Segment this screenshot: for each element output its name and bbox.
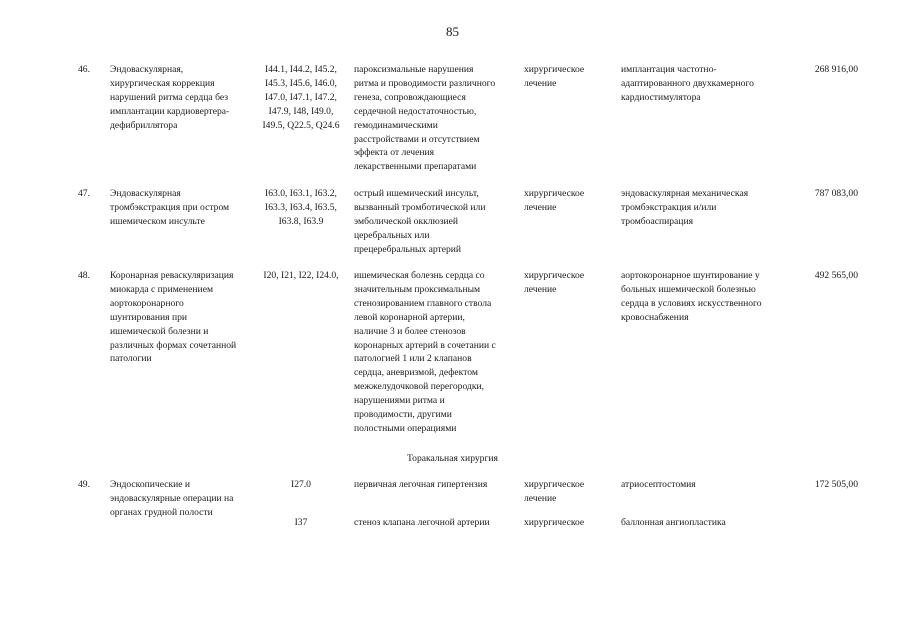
procedure-name: Коронарная реваскуляризация миокарда с применением аортокоронарного шунтирования при ишемической болезни и различных формах сочетанной патологии — [110, 270, 237, 365]
patient-model: стеноз клапана легочной артерии — [354, 517, 490, 528]
icd-codes: I63.0, I63.1, I63.2, I63.3, I63.4, I63.5, I63.8, I63.9 — [265, 188, 337, 227]
row-number: 47. — [78, 188, 90, 199]
procedure-name: Эндоваскулярная, хирургическая коррекция нарушений ритма сердца без имплантации кардиовертера- дефибриллятора — [110, 64, 230, 131]
treatment-type: хирургическое лечение — [524, 64, 585, 89]
row-number: 46. — [78, 64, 90, 75]
section-heading: Торакальная хирургия — [407, 453, 498, 464]
icd-codes: I37 — [294, 517, 308, 528]
page-number: 85 — [446, 24, 459, 39]
price: 492 565,00 — [814, 270, 858, 281]
icd-codes: I20, I21, I22, I24.0, — [263, 270, 339, 281]
patient-model: пароксизмальные нарушения ритма и проводимости различного генеза, сопровождающиеся сердечной недостаточностью, гемодинамическими расстройствами и отсутствием эффекта от лечения лекарственными препаратами — [354, 64, 496, 173]
treatment-type: хирургическое лечение — [524, 270, 585, 295]
patient-model: острый ишемический инсульт, вызванный тромботической или эмболической окклюзией церебральных или прецеребральных артерий — [354, 188, 486, 255]
patient-model: первичная легочная гипертензия — [354, 479, 488, 490]
treatment-method: аортокоронарное шунтирование у больных ишемической болезнью сердца в условиях искусственного кровоснабжения — [621, 270, 762, 323]
price: 787 083,00 — [814, 188, 858, 199]
price: 172 505,00 — [814, 479, 858, 490]
treatment-type: хирургическое — [524, 517, 585, 528]
procedure-name: Эндоваскулярная тромбэкстракция при остром ишемическом инсульте — [110, 188, 230, 227]
treatment-method: имплантация частотно- адаптированного двухкамерного кардиостимулятора — [621, 64, 754, 103]
treatment-type: хирургическое лечение — [524, 188, 585, 213]
patient-model: ишемическая болезнь сердца со значительным проксимальным стенозированием главного ствола левой коронарной артерии, наличие 3 и более стенозов коронарных артерий в сочетании с патологией 1 или 2 клапанов сердца, аневризмой, дефектом межжелудочковой перегородки, нарушениями ритма и проводимости, другими полостными операциями — [354, 270, 496, 434]
procedure-name: Эндоскопические и эндоваскулярные операции на органах грудной полости — [110, 479, 234, 518]
treatment-method: атриосептостомия — [621, 479, 696, 490]
treatment-method: эндоваскулярная механическая тромбэкстракция и/или тромбоаспирация — [621, 188, 749, 227]
treatment-type: хирургическое лечение — [524, 479, 585, 504]
row-number: 49. — [78, 479, 90, 490]
icd-codes: I44.1, I44.2, I45.2, I45.3, I45.6, I46.0, I47.0, I47.1, I47.2, I47.9, I48, I49.0, I49.5, Q22.5, Q24.6 — [262, 64, 340, 131]
treatment-method: баллонная ангиопластика — [621, 517, 726, 528]
row-number: 48. — [78, 270, 90, 281]
price: 268 916,00 — [814, 64, 858, 75]
icd-codes: I27.0 — [291, 479, 311, 490]
